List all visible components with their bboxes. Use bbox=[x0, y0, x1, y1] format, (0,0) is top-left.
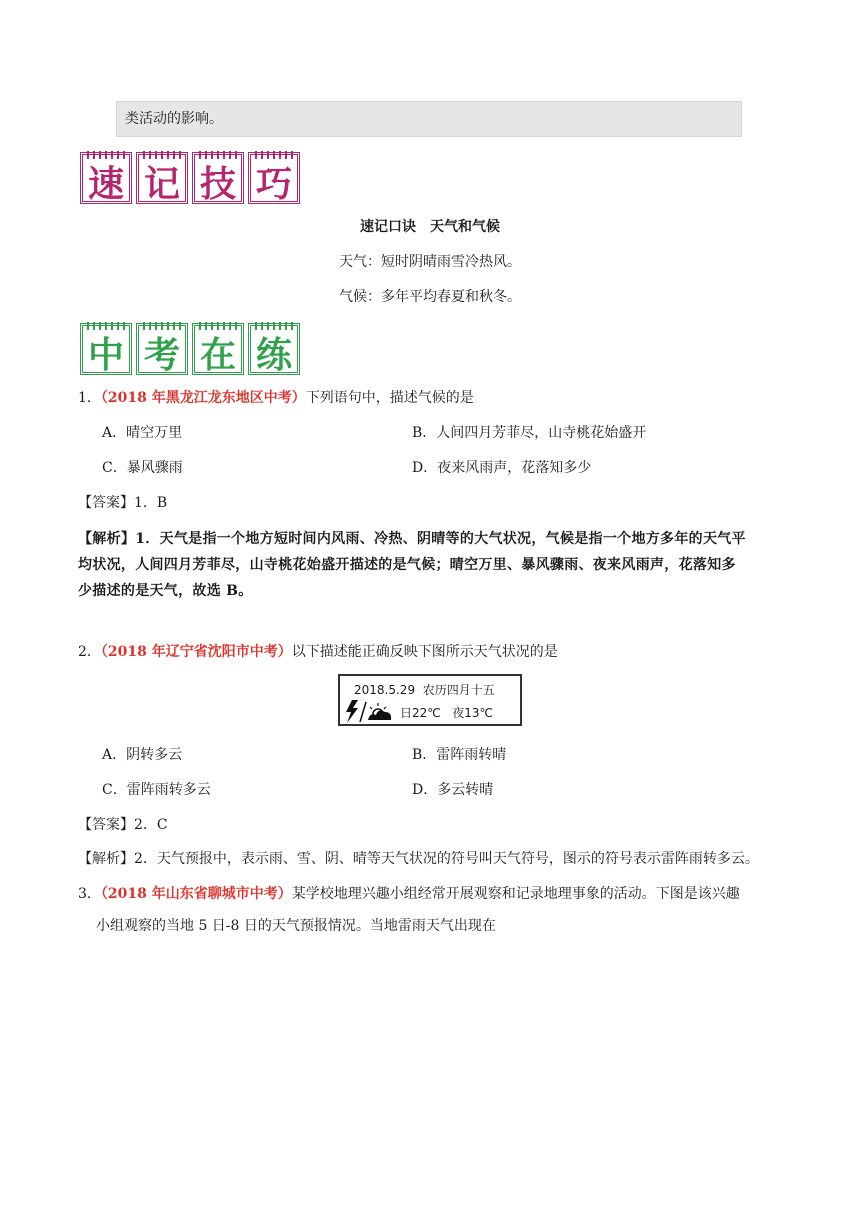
badge-char: 速 bbox=[80, 152, 132, 204]
memory-line-climate: 气候：多年平均春夏和秋冬。 bbox=[339, 289, 521, 305]
memory-tips-badges bbox=[80, 152, 300, 204]
analysis-2: 【解析】2．天气预报中，表示雨、雪、阴、晴等天气状况的符号叫天气符号，图示的符号表示雷阵雨转多云。 bbox=[78, 851, 759, 867]
option-c: C．暴风骤雨 bbox=[102, 460, 183, 476]
memory-title: 速记口诀 天气和气候 bbox=[360, 219, 500, 235]
note-text: 类活动的影响。 bbox=[125, 111, 223, 127]
exam-practice-badges bbox=[80, 323, 300, 375]
question-source: （2018 年辽宁省沈阳市中考） bbox=[100, 644, 292, 660]
answer-1: 【答案】1．B bbox=[78, 495, 168, 511]
question-3-stem-cont: 小组观察的当地 5 日-8 日的天气预报情况。当地雷雨天气出现在 bbox=[96, 918, 496, 934]
badge-char: 在 bbox=[192, 323, 244, 375]
note-box bbox=[116, 101, 742, 137]
question-3-stem: 3．（2018 年山东省聊城市中考）某学校地理兴趣小组经常开展观察和记录地理事象的活动。下图是该兴趣 bbox=[78, 886, 740, 902]
answer-2: 【答案】2．C bbox=[78, 817, 168, 833]
option-a: A．阴转多云 bbox=[102, 747, 183, 763]
question-2-stem: 2．（2018 年辽宁省沈阳市中考）以下描述能正确反映下图所示天气状况的是 bbox=[78, 644, 558, 660]
badge-char: 记 bbox=[136, 152, 188, 204]
badge-char: 练 bbox=[248, 323, 300, 375]
option-b: B．雷阵雨转晴 bbox=[412, 747, 507, 763]
option-a: A．晴空万里 bbox=[102, 425, 183, 441]
badge-char: 技 bbox=[192, 152, 244, 204]
memory-line-weather: 天气：短时阴晴雨雪冷热风。 bbox=[339, 254, 521, 270]
question-1-stem: 1．（2018 年黑龙江龙东地区中考）下列语句中，描述气候的是 bbox=[78, 390, 474, 406]
option-b: B．人间四月芳菲尽，山寺桃花始盛开 bbox=[412, 425, 647, 441]
analysis-1: 【解析】1．天气是指一个地方短时间内风雨、冷热、阴晴等的大气状况，气候是指一个地方多年的天气平 均状况，人间四月芳菲尽，山寺桃花始盛开描述的是气候；晴空万里、暴风骤雨、夜来风雨声，花落知多 少描述的是天气，故选 B。 bbox=[78, 531, 746, 599]
question-source: （2018 年黑龙江龙东地区中考） bbox=[100, 390, 306, 406]
option-d: D．多云转晴 bbox=[412, 782, 494, 798]
option-c: C．雷阵雨转多云 bbox=[102, 782, 211, 798]
thunderstorm-to-cloudy-icon bbox=[344, 698, 394, 724]
badge-char: 中 bbox=[80, 323, 132, 375]
weather-forecast-card: 2018.5.29 农历四月十五 日22℃ 夜13℃ bbox=[338, 674, 522, 726]
question-source: （2018 年山东省聊城市中考） bbox=[100, 886, 292, 902]
badge-char: 巧 bbox=[248, 152, 300, 204]
badge-char: 考 bbox=[136, 323, 188, 375]
option-d: D．夜来风雨声，花落知多少 bbox=[412, 460, 592, 476]
